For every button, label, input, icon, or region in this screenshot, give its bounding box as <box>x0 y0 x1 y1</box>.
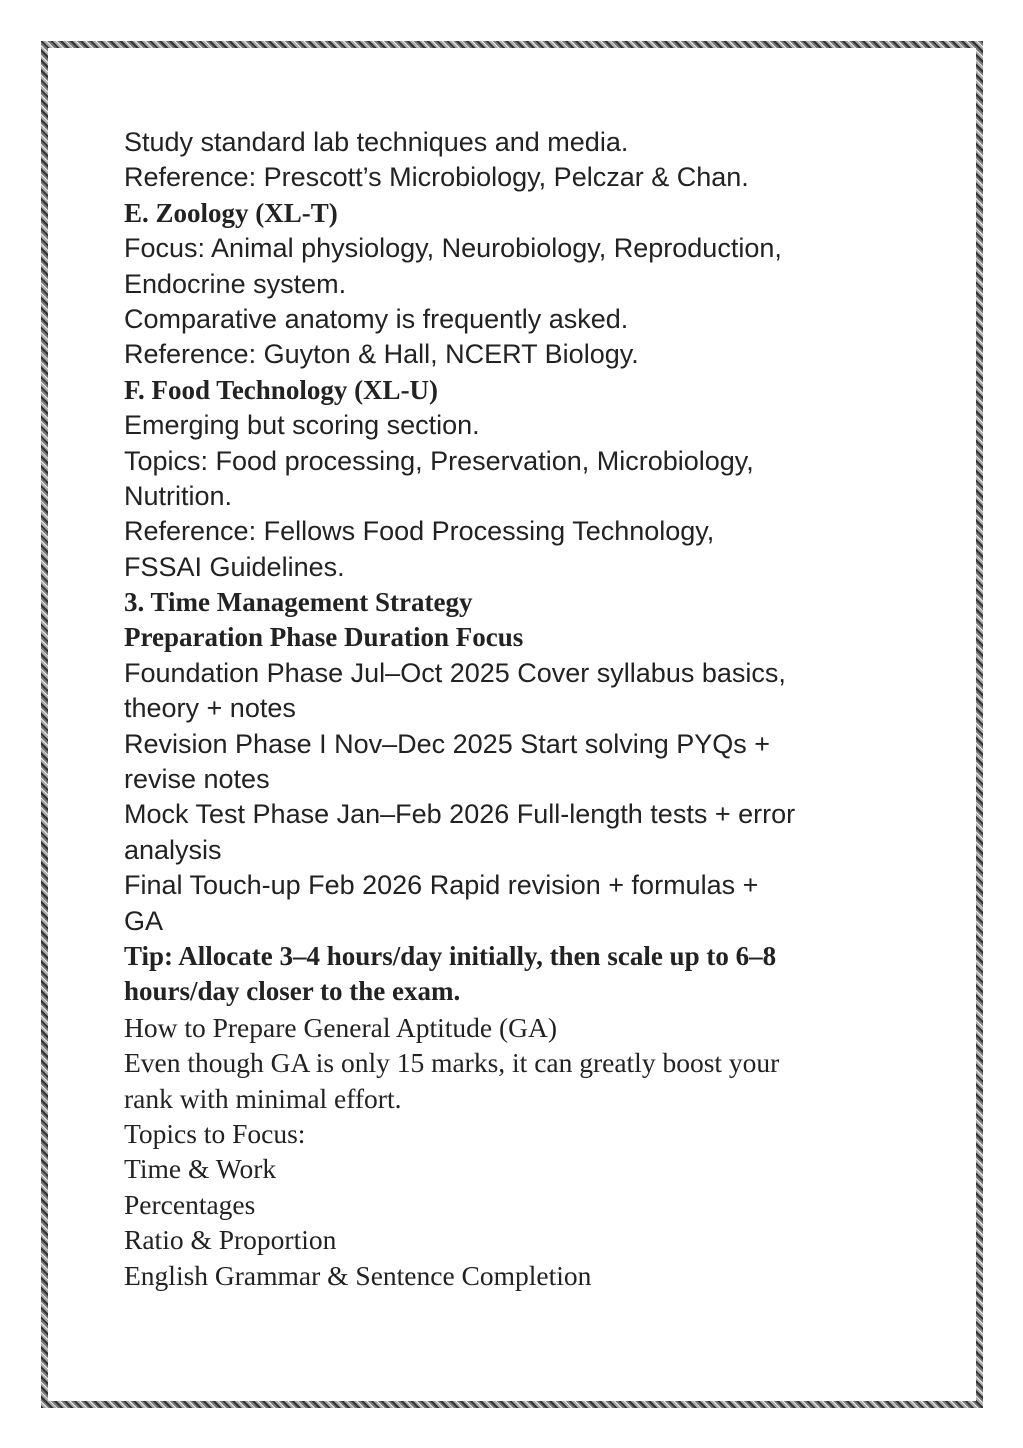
text-line: Comparative anatomy is frequently asked. <box>124 303 629 334</box>
heading-line: Tip: Allocate 3–4 hours/day initially, then scale up to 6–8 <box>124 940 777 971</box>
text-line: Study standard lab techniques and media. <box>124 127 629 157</box>
text-line: Final Touch-up Feb 2026 Rapid revision + formulas + <box>124 870 759 901</box>
text-line: rank with minimal effort. <box>124 1082 402 1114</box>
text-line: Time & Work <box>124 1153 277 1185</box>
text-line: Mock Test Phase Jan–Feb 2026 Full-length tests + error <box>124 799 796 830</box>
heading-line: 3. Time Management Strategy <box>124 587 473 618</box>
text-line: Emerging but scoring section. <box>124 410 480 441</box>
text-line: analysis <box>124 834 222 865</box>
text-line: Reference: Guyton & Hall, NCERT Biology. <box>124 339 639 370</box>
text-line: How to Prepare General Aptitude (GA) <box>124 1011 557 1043</box>
heading-line: hours/day closer to the exam. <box>124 976 461 1007</box>
text-line: FSSAI Guidelines. <box>124 551 345 582</box>
text-line: Foundation Phase Jul–Oct 2025 Cover syllabus basics, <box>124 657 786 688</box>
text-line: theory + notes <box>124 693 296 724</box>
text-line: Ratio & Proportion <box>124 1224 337 1256</box>
heading-line: F. Food Technology (XL-U) <box>124 374 439 405</box>
text-line: Focus: Animal physiology, Neurobiology, Reproduction, <box>124 233 782 264</box>
text-line: Reference: Prescott’s Microbiology, Pelczar & Chan. <box>124 162 749 193</box>
text-line: Revision Phase I Nov–Dec 2025 Start solving PYQs + <box>124 728 771 759</box>
text-line: Endocrine system. <box>124 268 347 299</box>
text-line: Even though GA is only 15 marks, it can greatly boost your <box>124 1047 780 1079</box>
heading-line: E. Zoology (XL-T) <box>124 197 338 228</box>
text-line: Nutrition. <box>124 480 233 511</box>
text-line: revise notes <box>124 764 270 795</box>
text-line: Reference: Fellows Food Processing Technology, <box>124 516 715 547</box>
heading-line: Preparation Phase Duration Focus <box>124 622 524 653</box>
text-line: Topics to Focus: <box>124 1117 306 1149</box>
text-line: Topics: Food processing, Preservation, Microbiology, <box>124 445 754 476</box>
text-line: English Grammar & Sentence Completion <box>124 1259 592 1291</box>
document-body <box>124 125 924 1293</box>
text-line: Percentages <box>124 1188 256 1220</box>
text-line: GA <box>124 905 164 936</box>
